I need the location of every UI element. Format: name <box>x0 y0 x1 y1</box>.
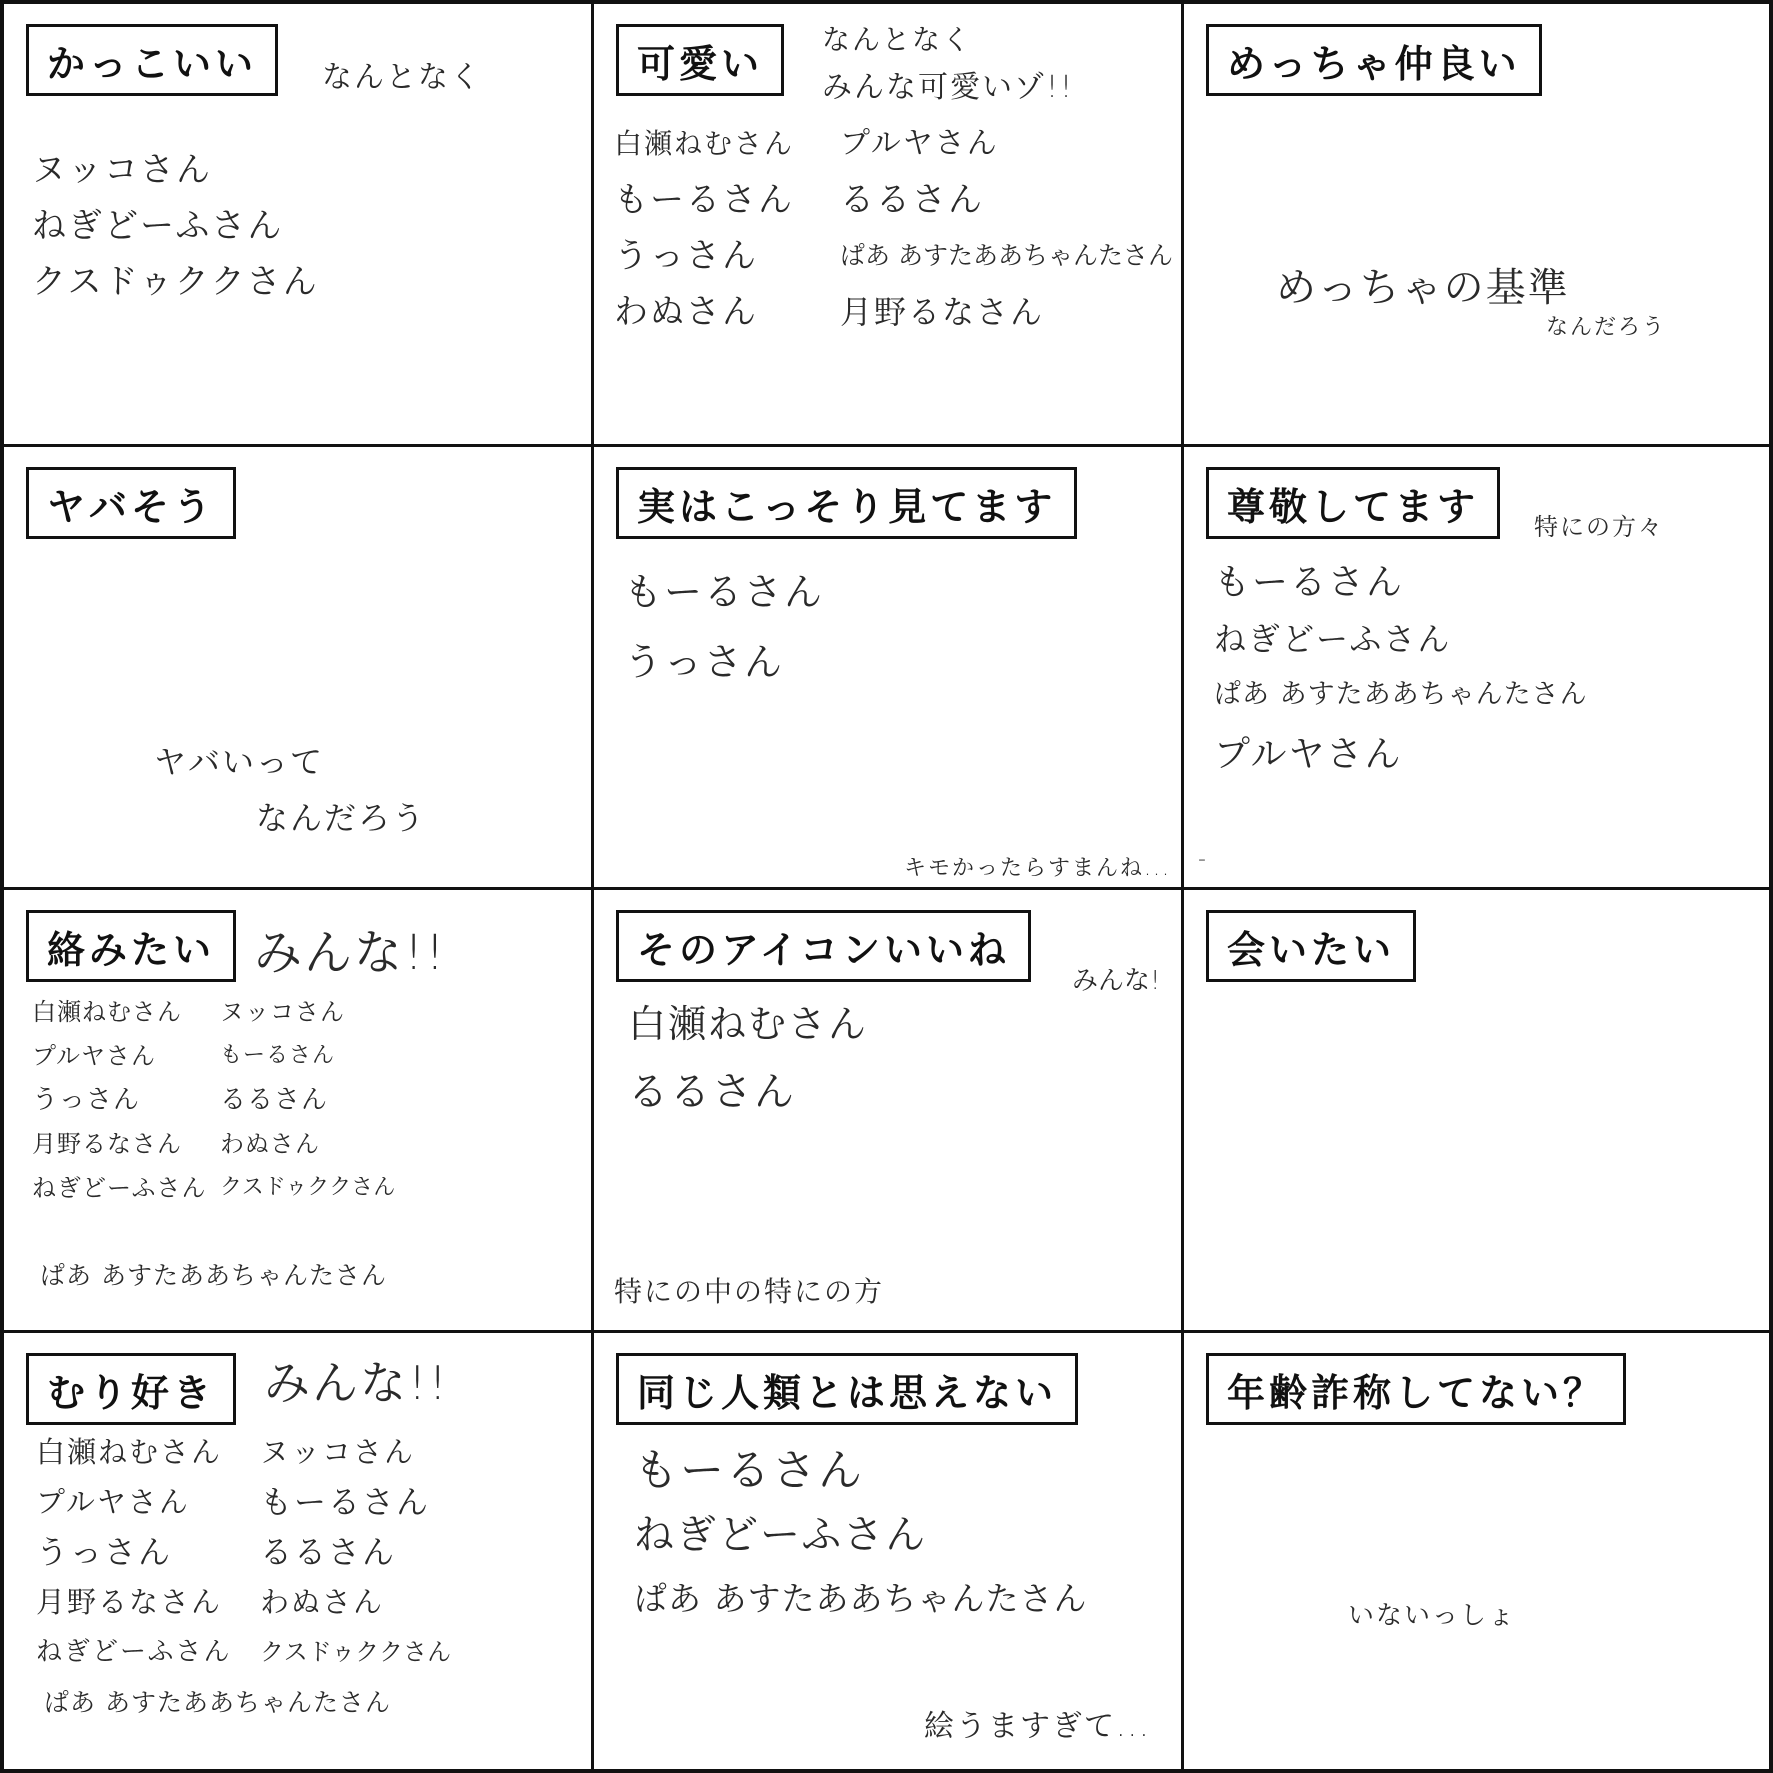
cell-secretly-watching <box>594 447 1184 890</box>
cell-dangerous <box>4 447 594 890</box>
cell-title: 可愛い <box>616 24 784 96</box>
cell-title: めっちゃ仲良い <box>1206 24 1542 96</box>
name-list <box>628 990 868 1126</box>
cell-want-to-meet <box>1184 890 1769 1333</box>
list-item: プルヤさん <box>32 1042 157 1070</box>
cell-lying-about-age <box>1184 1333 1769 1769</box>
cell-want-to-interact <box>4 890 594 1333</box>
list-item: ねぎどーふさん <box>32 206 284 246</box>
cell-note: なんとなく <box>322 60 482 95</box>
list-item: プルヤさん <box>1214 734 1403 775</box>
list-item: プルヤさん <box>840 126 999 161</box>
list-item: ヌッコさん <box>220 998 345 1026</box>
list-item: 月野るなさん <box>36 1585 223 1619</box>
cell-title: むり好き <box>26 1353 236 1425</box>
list-item: るるさん <box>628 1069 796 1115</box>
cell-footnote: 特にの中の特にの方 <box>614 1275 885 1308</box>
list-item: わぬさん <box>614 292 758 332</box>
list-item: もーるさん <box>624 570 825 614</box>
list-item: わぬさん <box>260 1585 385 1619</box>
name-list <box>624 557 824 697</box>
list-item: ねぎどーふさん <box>1214 620 1452 658</box>
list-item: もーるさん <box>260 1483 431 1521</box>
list-item: うっさん <box>32 1085 141 1115</box>
list-item: ねぎどーふさん <box>634 1512 928 1558</box>
list-item: うっさん <box>624 640 785 684</box>
name-list <box>32 990 207 1210</box>
name-list <box>1214 555 1588 787</box>
list-item: ねぎどーふさん <box>32 1174 207 1202</box>
name-list <box>634 1439 1088 1631</box>
list-item: 白瀬ねむさん <box>614 127 795 160</box>
cell-nice-icon <box>594 890 1184 1333</box>
stray-mark: - <box>1198 847 1208 872</box>
list-item: クスドゥククさん <box>32 262 319 302</box>
cell-note: なんとなく <box>822 23 973 56</box>
cell-very-close <box>1184 4 1769 447</box>
name-list <box>260 1427 451 1677</box>
list-item: もーるさん <box>1214 562 1405 603</box>
cell-comment-sub: なんだろう <box>1546 315 1667 340</box>
cell-not-human <box>594 1333 1184 1769</box>
list-item: ぱあ あすたああちゃんたさん <box>840 241 1173 270</box>
cell-title: そのアイコンいいね <box>616 910 1031 982</box>
cell-footnote: キモかったらすまんね... <box>904 856 1171 881</box>
cell-title: 会いたい <box>1206 910 1416 982</box>
name-list <box>840 116 1173 340</box>
cell-cool <box>4 4 594 447</box>
name-list <box>32 142 319 310</box>
list-item: もーるさん <box>220 1043 336 1068</box>
list-item: 白瀬ねむさん <box>628 1002 869 1046</box>
cell-title: かっこいい <box>26 24 278 96</box>
cell-footnote: 絵うますぎて... <box>924 1709 1151 1744</box>
list-item: クスドゥククさん <box>260 1638 452 1666</box>
cell-title: 実はこっそり見てます <box>616 467 1077 539</box>
name-list <box>220 990 395 1210</box>
cell-title: 年齢詐称してない？ <box>1206 1353 1626 1425</box>
list-item: ヌッコさん <box>32 150 212 190</box>
list-item: もーるさん <box>614 180 794 220</box>
cell-title: 尊敬してます <box>1206 467 1500 539</box>
cell-title: 同じ人類とは思えない <box>616 1353 1078 1425</box>
list-item: ねぎどーふさん <box>36 1637 232 1667</box>
cell-comment: めっちゃの基準 <box>1276 265 1570 311</box>
cell-note: みんな!! <box>264 1356 449 1410</box>
list-item: プルヤさん <box>36 1485 190 1519</box>
list-item: るるさん <box>840 180 984 220</box>
cell-comment: なんだろう <box>256 799 427 837</box>
cell-note: みんな! <box>1072 966 1161 996</box>
list-item: もーるさん <box>634 1445 864 1496</box>
list-item: うっさん <box>36 1533 173 1571</box>
list-item: るるさん <box>220 1085 329 1115</box>
cell-comment: ヤバいって <box>154 743 325 781</box>
cell-respect <box>1184 447 1769 890</box>
list-item: ぱあ あすたああちゃんたさん <box>44 1688 391 1717</box>
cell-comment: いないっしょ <box>1348 1601 1517 1631</box>
list-item: 白瀬ねむさん <box>32 998 182 1026</box>
list-item: ぱあ あすたああちゃんたさん <box>1214 679 1588 710</box>
cell-note: みんな!! <box>254 925 447 981</box>
list-item: ぱあ あすたああちゃんたさん <box>40 1261 387 1290</box>
list-item: わぬさん <box>220 1130 320 1158</box>
list-item: ぱあ あすたああちゃんたさん <box>634 1579 1088 1618</box>
cell-love-it <box>4 1333 594 1769</box>
cell-title: 絡みたい <box>26 910 236 982</box>
list-item: ヌッコさん <box>260 1435 416 1469</box>
cell-cute <box>594 4 1184 447</box>
cell-note: みんな可愛いゾ!! <box>822 70 1075 105</box>
list-item: 月野るなさん <box>840 293 1045 331</box>
name-list <box>36 1427 231 1677</box>
name-list <box>614 116 794 340</box>
list-item: 白瀬ねむさん <box>36 1435 223 1469</box>
list-item: クスドゥククさん <box>220 1175 396 1200</box>
list-item: うっさん <box>614 236 758 276</box>
list-item: 月野るなさん <box>32 1130 182 1158</box>
cell-title: ヤバそう <box>26 467 236 539</box>
cell-note: 特にの方々 <box>1534 513 1664 541</box>
list-item: るるさん <box>260 1533 397 1571</box>
